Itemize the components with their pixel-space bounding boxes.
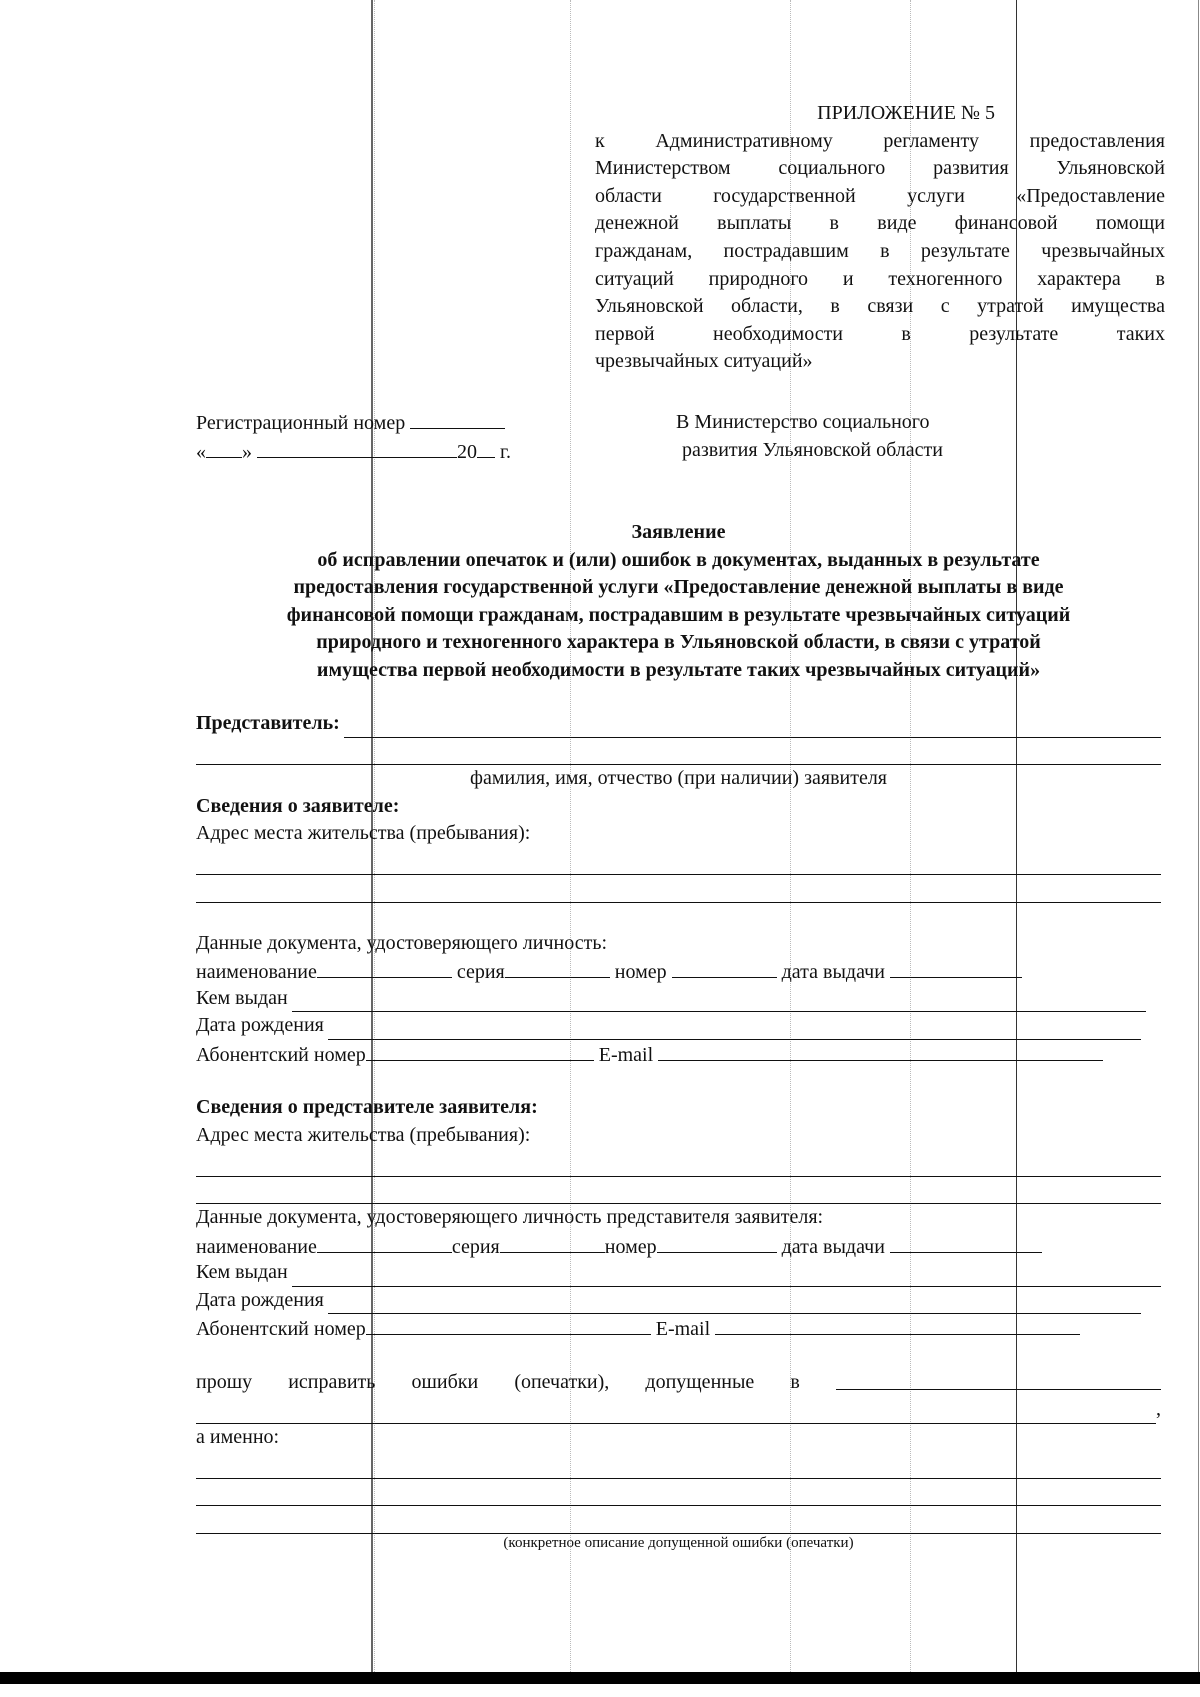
rep-doc-issue-date-field[interactable] xyxy=(890,1232,1042,1253)
rep-id-doc-label: Данные документа, удостоверяющего личность представителя заявителя: xyxy=(196,1206,824,1228)
applicant-address-label: Адрес места жительства (пребывания): xyxy=(196,822,531,844)
open-quote: « xyxy=(196,441,206,463)
request-word: ошибки xyxy=(411,1370,479,1393)
erroneous-document-field-line2[interactable] xyxy=(196,1403,1156,1424)
doc-issue-date-label: дата выдачи xyxy=(781,961,885,983)
heading-line: финансовой помощи гражданам, пострадавшим в результате чрезвычайных ситуаций xyxy=(286,603,1071,626)
rep-birth-date-field[interactable] xyxy=(328,1293,1141,1314)
annex-line: области государственной услуги «Предоставление xyxy=(595,184,1165,207)
applicant-doc-series-field[interactable] xyxy=(505,957,610,978)
rep-address-label: Адрес места жительства (пребывания): xyxy=(196,1123,531,1146)
description-caption: (конкретное описание допущенной ошибки (опечатки) xyxy=(503,1534,854,1551)
request-word: (опечатки), xyxy=(514,1370,610,1393)
doc-issue-date-label: дата выдачи xyxy=(781,1235,885,1258)
email-label: E-mail xyxy=(598,1043,654,1066)
error-description-field[interactable] xyxy=(196,1451,1161,1479)
representative-section-title: Сведения о представителе заявителя: xyxy=(196,1096,538,1118)
birth-date-label: Дата рождения xyxy=(196,1014,324,1036)
year-suffix: г. xyxy=(500,441,511,463)
comma: , xyxy=(1156,1398,1161,1420)
rep-doc-series-field[interactable] xyxy=(500,1232,605,1253)
namely-label: а именно: xyxy=(196,1425,280,1448)
rep-address-field-line2[interactable] xyxy=(196,1177,1161,1205)
applicant-email-field[interactable] xyxy=(658,1040,1103,1061)
rep-email-field[interactable] xyxy=(715,1314,1080,1335)
annex-line: денежной выплаты в виде финансовой помощи xyxy=(595,212,1165,235)
annex-line: ситуаций природного и техногенного характера в xyxy=(595,267,1165,290)
doc-number-label: номер xyxy=(604,1235,657,1258)
doc-number-label: номер xyxy=(614,961,667,983)
error-description-field-line2[interactable] xyxy=(196,1479,1161,1507)
applicant-doc-number-field[interactable] xyxy=(672,957,777,978)
applicant-section-title: Сведения о заявителе: xyxy=(196,794,400,817)
heading-line: имущества первой необходимости в результате таких чрезвычайных ситуаций» xyxy=(316,658,1041,681)
annex-title: ПРИЛОЖЕНИЕ № 5 xyxy=(817,102,995,124)
annex-line: к Административному регламенту предоставления xyxy=(595,129,1165,152)
email-label: E-mail xyxy=(655,1318,711,1340)
birth-date-label: Дата рождения xyxy=(196,1288,324,1311)
request-word: прошу xyxy=(196,1370,253,1393)
annex-line: первой необходимости в результате таких xyxy=(595,322,1165,345)
annex-block xyxy=(595,100,1165,376)
applicant-address-field[interactable] xyxy=(196,848,1161,876)
applicant-doc-issue-date-field[interactable] xyxy=(890,957,1022,978)
recipient-line: В Министерство социального xyxy=(676,411,930,433)
doc-series-label: серия xyxy=(451,1235,500,1258)
representative-field-line2[interactable] xyxy=(196,738,1161,766)
applicant-phone-field[interactable] xyxy=(366,1040,594,1061)
request-word: допущенные xyxy=(645,1370,755,1393)
registration-block xyxy=(196,408,511,466)
scan-bottom-edge xyxy=(0,1672,1200,1684)
request-word: в xyxy=(790,1370,800,1393)
request-word: исправить xyxy=(288,1370,376,1393)
registration-year-field[interactable] xyxy=(477,437,495,458)
phone-label: Абонентский номер xyxy=(196,1318,366,1340)
annex-line: чрезвычайных ситуаций» xyxy=(595,350,813,373)
doc-name-label: наименование xyxy=(196,961,317,983)
recipient-block xyxy=(676,408,943,464)
applicant-issued-by-field[interactable] xyxy=(292,991,1146,1012)
erroneous-document-field[interactable] xyxy=(836,1369,1161,1390)
application-form xyxy=(196,710,1161,1552)
rep-issued-by-field[interactable] xyxy=(292,1266,1161,1287)
heading-line: об исправлении опечаток и (или) ошибок в документах, выданных в результате xyxy=(317,548,1040,571)
close-quote: » xyxy=(242,441,252,463)
representative-field[interactable] xyxy=(344,717,1161,738)
issued-by-label: Кем выдан xyxy=(196,986,288,1009)
heading-line: предоставления государственной услуги «Предоставление денежной выплаты в виде xyxy=(293,576,1064,598)
error-description-field-line3[interactable] xyxy=(196,1506,1161,1534)
document-heading xyxy=(196,519,1161,684)
phone-label: Абонентский номер xyxy=(196,1043,366,1066)
representative-label: Представитель: xyxy=(196,712,340,734)
rep-doc-name-field[interactable] xyxy=(317,1232,452,1253)
year-prefix: 20 xyxy=(457,441,477,463)
annex-line: Министерством социального развития Ульяновской xyxy=(595,157,1165,180)
fio-caption: фамилия, имя, отчество (при наличии) заявителя xyxy=(469,767,888,789)
doc-name-label: наименование xyxy=(196,1235,317,1258)
rep-doc-number-field[interactable] xyxy=(657,1232,777,1253)
page-edge-line xyxy=(1198,0,1199,1680)
annex-line: Ульяновской области, в связи с утратой имущества xyxy=(595,295,1165,318)
rep-phone-field[interactable] xyxy=(366,1314,651,1335)
applicant-doc-name-field[interactable] xyxy=(317,957,452,978)
registration-number-field[interactable] xyxy=(410,408,505,429)
issued-by-label: Кем выдан xyxy=(196,1261,288,1283)
applicant-address-field-line2[interactable] xyxy=(196,875,1161,903)
doc-series-label: серия xyxy=(456,961,505,983)
heading-line: природного и техногенного характера в Ульяновской области, в связи с утратой xyxy=(316,631,1041,653)
applicant-id-doc-label: Данные документа, удостоверяющего личность: xyxy=(196,931,608,954)
rep-address-field[interactable] xyxy=(196,1149,1161,1177)
registration-number-label: Регистрационный номер xyxy=(196,412,406,434)
applicant-birth-date-field[interactable] xyxy=(328,1019,1141,1040)
registration-day-field[interactable] xyxy=(206,437,242,458)
recipient-line: развития Ульяновской области xyxy=(682,439,943,461)
registration-month-field[interactable] xyxy=(257,437,457,458)
document-title: Заявление xyxy=(631,521,726,543)
annex-line: гражданам, пострадавшим в результате чрезвычайных xyxy=(595,239,1165,262)
